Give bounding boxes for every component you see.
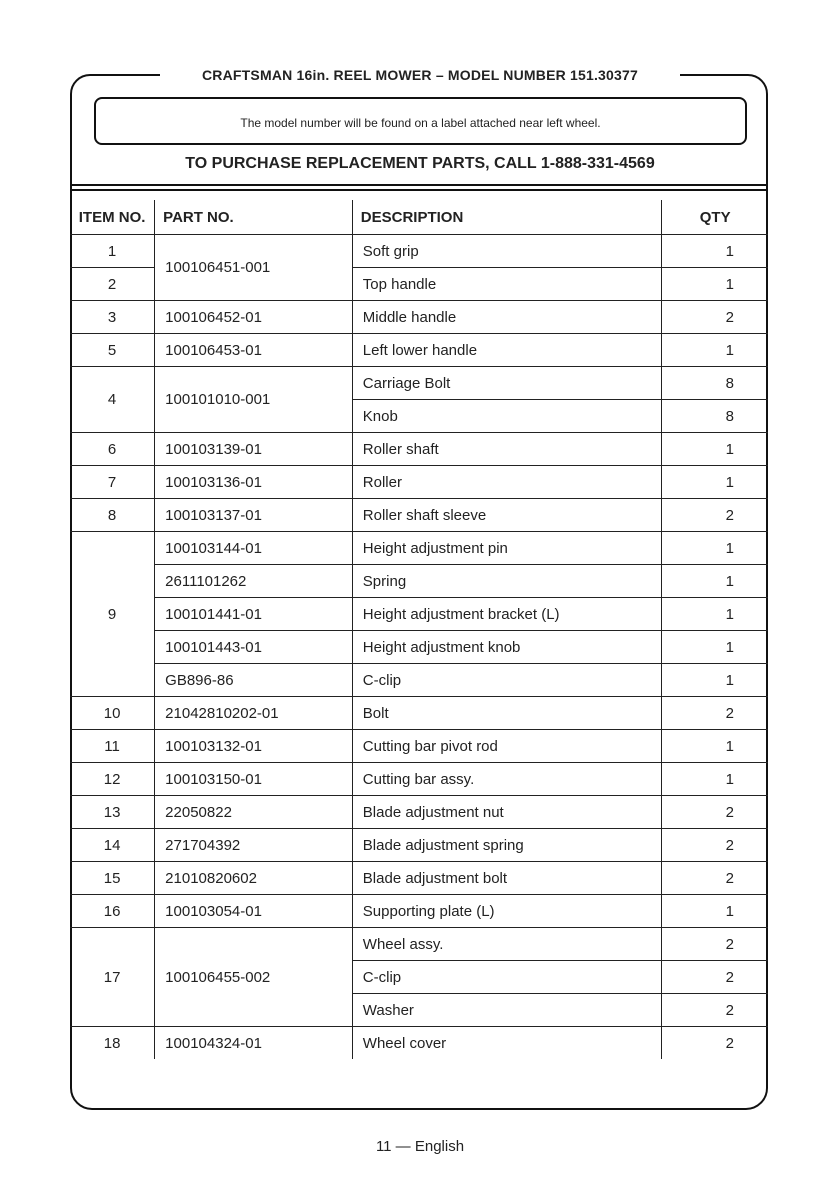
qty-cell: 1 (662, 565, 768, 598)
column-header-item: ITEM NO. (78, 208, 146, 226)
qty-cell: 1 (662, 532, 768, 565)
part-number-cell: 100103137-01 (155, 499, 353, 532)
part-number-cell: 22050822 (155, 796, 353, 829)
part-number-cell: 100101010-001 (155, 367, 353, 433)
part-number-cell: 271704392 (155, 829, 353, 862)
table-header-row (70, 200, 768, 235)
description-cell: Cutting bar assy. (352, 763, 662, 796)
qty-cell: 1 (662, 664, 768, 697)
part-number-cell: 100106453-01 (155, 334, 353, 367)
description-cell: Blade adjustment spring (352, 829, 662, 862)
part-number-cell: 100103139-01 (155, 433, 353, 466)
part-number-cell: 100101443-01 (155, 631, 353, 664)
table-row (70, 499, 768, 532)
qty-cell: 1 (662, 895, 768, 928)
table-row (70, 895, 768, 928)
description-cell: Height adjustment knob (352, 631, 662, 664)
item-number-cell: 8 (70, 499, 155, 532)
description-cell: Height adjustment pin (352, 532, 662, 565)
qty-cell: 2 (662, 1027, 768, 1060)
column-header-part: PART NO. (155, 200, 353, 235)
description-cell: Knob (352, 400, 662, 433)
table-row (70, 829, 768, 862)
item-number-cell: 1 (70, 235, 155, 268)
description-cell: Soft grip (352, 235, 662, 268)
qty-cell: 2 (662, 499, 768, 532)
column-header-description: DESCRIPTION (352, 200, 662, 235)
part-number-cell: 100101441-01 (155, 598, 353, 631)
table-row (70, 862, 768, 895)
part-number-cell: 2611101262 (155, 565, 353, 598)
description-cell: Left lower handle (352, 334, 662, 367)
description-cell: Cutting bar pivot rod (352, 730, 662, 763)
table-row (70, 433, 768, 466)
parts-table-body (70, 235, 768, 1060)
table-row (70, 235, 768, 268)
qty-cell: 1 (662, 334, 768, 367)
qty-cell: 1 (662, 598, 768, 631)
table-row (70, 730, 768, 763)
qty-cell: 2 (662, 697, 768, 730)
item-number-cell: 12 (70, 763, 155, 796)
qty-cell: 1 (662, 763, 768, 796)
description-cell: C-clip (352, 961, 662, 994)
header-rule (70, 184, 768, 186)
part-number-cell: GB896-86 (155, 664, 353, 697)
column-header-qty: QTY (662, 200, 768, 235)
qty-cell: 1 (662, 730, 768, 763)
item-number-cell: 17 (70, 928, 155, 1027)
qty-cell: 2 (662, 796, 768, 829)
part-number-cell: 100103132-01 (155, 730, 353, 763)
description-cell: C-clip (352, 664, 662, 697)
table-row (70, 1027, 768, 1060)
part-number-cell: 21042810202-01 (155, 697, 353, 730)
item-number-cell: 13 (70, 796, 155, 829)
description-cell: Washer (352, 994, 662, 1027)
description-cell: Bolt (352, 697, 662, 730)
page-number: 11 — English (375, 1138, 465, 1155)
item-number-cell: 11 (70, 730, 155, 763)
table-row (70, 796, 768, 829)
table-row (70, 664, 768, 697)
part-number-cell: 21010820602 (155, 862, 353, 895)
item-number-cell: 3 (70, 301, 155, 334)
qty-cell: 1 (662, 631, 768, 664)
part-number-cell: 100106452-01 (155, 301, 353, 334)
table-row (70, 763, 768, 796)
qty-cell: 2 (662, 994, 768, 1027)
table-row (70, 928, 768, 961)
item-number-cell: 9 (70, 532, 155, 697)
item-number-cell: 10 (70, 697, 155, 730)
part-number-cell: 100106455-002 (155, 928, 353, 1027)
header-rule (70, 189, 768, 191)
qty-cell: 2 (662, 829, 768, 862)
qty-cell: 8 (662, 367, 768, 400)
table-row (70, 565, 768, 598)
description-cell: Spring (352, 565, 662, 598)
description-cell: Blade adjustment bolt (352, 862, 662, 895)
item-number-cell: 16 (70, 895, 155, 928)
description-cell: Roller shaft (352, 433, 662, 466)
qty-cell: 1 (662, 235, 768, 268)
description-cell: Top handle (352, 268, 662, 301)
description-cell: Roller shaft sleeve (352, 499, 662, 532)
table-row (70, 532, 768, 565)
table-row (70, 301, 768, 334)
description-cell: Carriage Bolt (352, 367, 662, 400)
qty-cell: 1 (662, 268, 768, 301)
part-number-cell: 100103150-01 (155, 763, 353, 796)
description-cell: Middle handle (352, 301, 662, 334)
document-title: CRAFTSMAN 16in. REEL MOWER – MODEL NUMBER 151.30377 (202, 67, 638, 83)
table-row (70, 466, 768, 499)
qty-cell: 2 (662, 961, 768, 994)
description-cell: Wheel cover (352, 1027, 662, 1060)
item-number-cell: 2 (70, 268, 155, 301)
part-number-cell: 100103136-01 (155, 466, 353, 499)
item-number-cell: 14 (70, 829, 155, 862)
table-row (70, 631, 768, 664)
table-row (70, 598, 768, 631)
item-number-cell: 18 (70, 1027, 155, 1060)
description-cell: Blade adjustment nut (352, 796, 662, 829)
part-number-cell: 100103054-01 (155, 895, 353, 928)
table-row (70, 334, 768, 367)
replacement-parts-phone: TO PURCHASE REPLACEMENT PARTS, CALL 1-888-331-4569 (185, 155, 655, 172)
table-row (70, 367, 768, 400)
qty-cell: 8 (662, 400, 768, 433)
part-number-cell: 100103144-01 (155, 532, 353, 565)
table-row (70, 697, 768, 730)
description-cell: Wheel assy. (352, 928, 662, 961)
parts-table (70, 200, 768, 1059)
description-cell: Roller (352, 466, 662, 499)
qty-cell: 2 (662, 928, 768, 961)
item-number-cell: 7 (70, 466, 155, 499)
description-cell: Height adjustment bracket (L) (352, 598, 662, 631)
qty-cell: 2 (662, 862, 768, 895)
item-number-cell: 4 (70, 367, 155, 433)
item-number-cell: 15 (70, 862, 155, 895)
part-number-cell: 100106451-001 (155, 235, 353, 301)
part-number-cell: 100104324-01 (155, 1027, 353, 1060)
qty-cell: 1 (662, 433, 768, 466)
qty-cell: 2 (662, 301, 768, 334)
qty-cell: 1 (662, 466, 768, 499)
item-number-cell: 6 (70, 433, 155, 466)
item-number-cell: 5 (70, 334, 155, 367)
description-cell: Supporting plate (L) (352, 895, 662, 928)
model-number-note: The model number will be found on a label attached near left wheel. (94, 97, 747, 145)
